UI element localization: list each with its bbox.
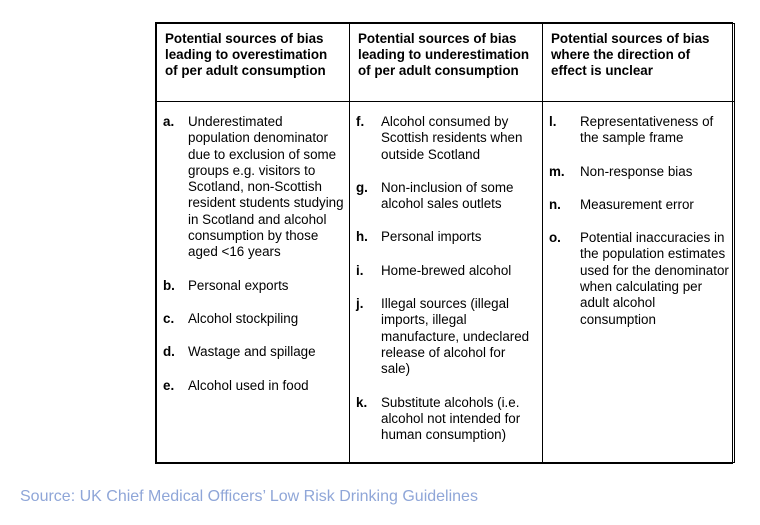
list-item — [163, 344, 345, 360]
list-item — [163, 114, 345, 261]
item-letter: h. — [356, 229, 368, 245]
item-text: Measurement error — [580, 196, 694, 212]
unclear-list — [549, 114, 730, 328]
header-overestimation: Potential sources of bias leading to overestimation of per adult consumption — [157, 24, 350, 102]
item-text: Alcohol used in food — [188, 377, 309, 393]
header-unclear: Potential sources of bias where the direction of effect is unclear — [543, 24, 735, 102]
list-item — [356, 263, 538, 279]
item-text: Representativeness of the sample frame — [580, 114, 714, 146]
item-letter: a. — [163, 114, 175, 129]
item-letter: o. — [549, 230, 561, 246]
list-item — [356, 395, 538, 444]
list-item — [356, 296, 538, 377]
item-letter: d. — [163, 344, 175, 360]
item-letter: n. — [549, 196, 561, 212]
list-item — [163, 278, 345, 294]
item-text: Substitute alcohols (i.e. alcohol not intended for human consumption) — [381, 394, 521, 443]
item-text: Underestimated population denominator due to exclusion of some groups e.g. visitors to Scotland, non-Scottish resident students studying in Scotland and alcohol consumption by those aged <16 years — [188, 114, 344, 260]
item-letter: j. — [356, 296, 364, 312]
list-item — [163, 378, 345, 394]
item-text: Non-inclusion of some alcohol sales outlets — [381, 179, 514, 212]
overestimation-list — [163, 114, 345, 394]
item-letter: b. — [163, 277, 175, 293]
header-row — [157, 24, 735, 102]
item-text: Illegal sources (illegal imports, illegal manufacture, undeclared release of alcohol for sale) — [381, 296, 530, 377]
list-item — [549, 164, 730, 180]
underestimation-cell — [350, 102, 543, 463]
item-letter: e. — [163, 377, 175, 393]
item-text: Wastage and spillage — [188, 344, 316, 360]
source-caption: Source: UK Chief Medical Officers’ Low Risk Drinking Guidelines — [20, 488, 478, 505]
item-text: Personal imports — [381, 229, 482, 245]
item-text: Potential inaccuracies in the population estimates used for the denominator when calculating per adult alcohol consumption — [580, 230, 729, 327]
bias-table-container — [155, 22, 733, 464]
item-text: Alcohol stockpiling — [188, 310, 299, 326]
item-letter: l. — [549, 114, 557, 129]
item-letter: c. — [163, 310, 175, 326]
item-letter: f. — [356, 114, 365, 129]
list-item — [549, 197, 730, 213]
item-text: Personal exports — [188, 277, 289, 293]
list-item — [549, 230, 730, 328]
item-text: Non-response bias — [580, 163, 693, 179]
list-item — [356, 180, 538, 213]
list-item — [356, 114, 538, 163]
unclear-cell — [543, 102, 735, 463]
list-item — [163, 311, 345, 327]
item-letter: m. — [549, 163, 565, 179]
item-letter: g. — [356, 179, 368, 195]
header-underestimation: Potential sources of bias leading to underestimation of per adult consumption — [350, 24, 543, 102]
item-letter: k. — [356, 394, 368, 410]
underestimation-list — [356, 114, 538, 443]
list-item — [549, 114, 730, 147]
body-row — [157, 102, 735, 463]
overestimation-cell — [157, 102, 350, 463]
bias-table — [156, 23, 735, 463]
item-text: Alcohol consumed by Scottish residents when outside Scotland — [381, 114, 523, 162]
item-text: Home-brewed alcohol — [381, 262, 512, 278]
list-item — [356, 229, 538, 245]
item-letter: i. — [356, 262, 364, 278]
